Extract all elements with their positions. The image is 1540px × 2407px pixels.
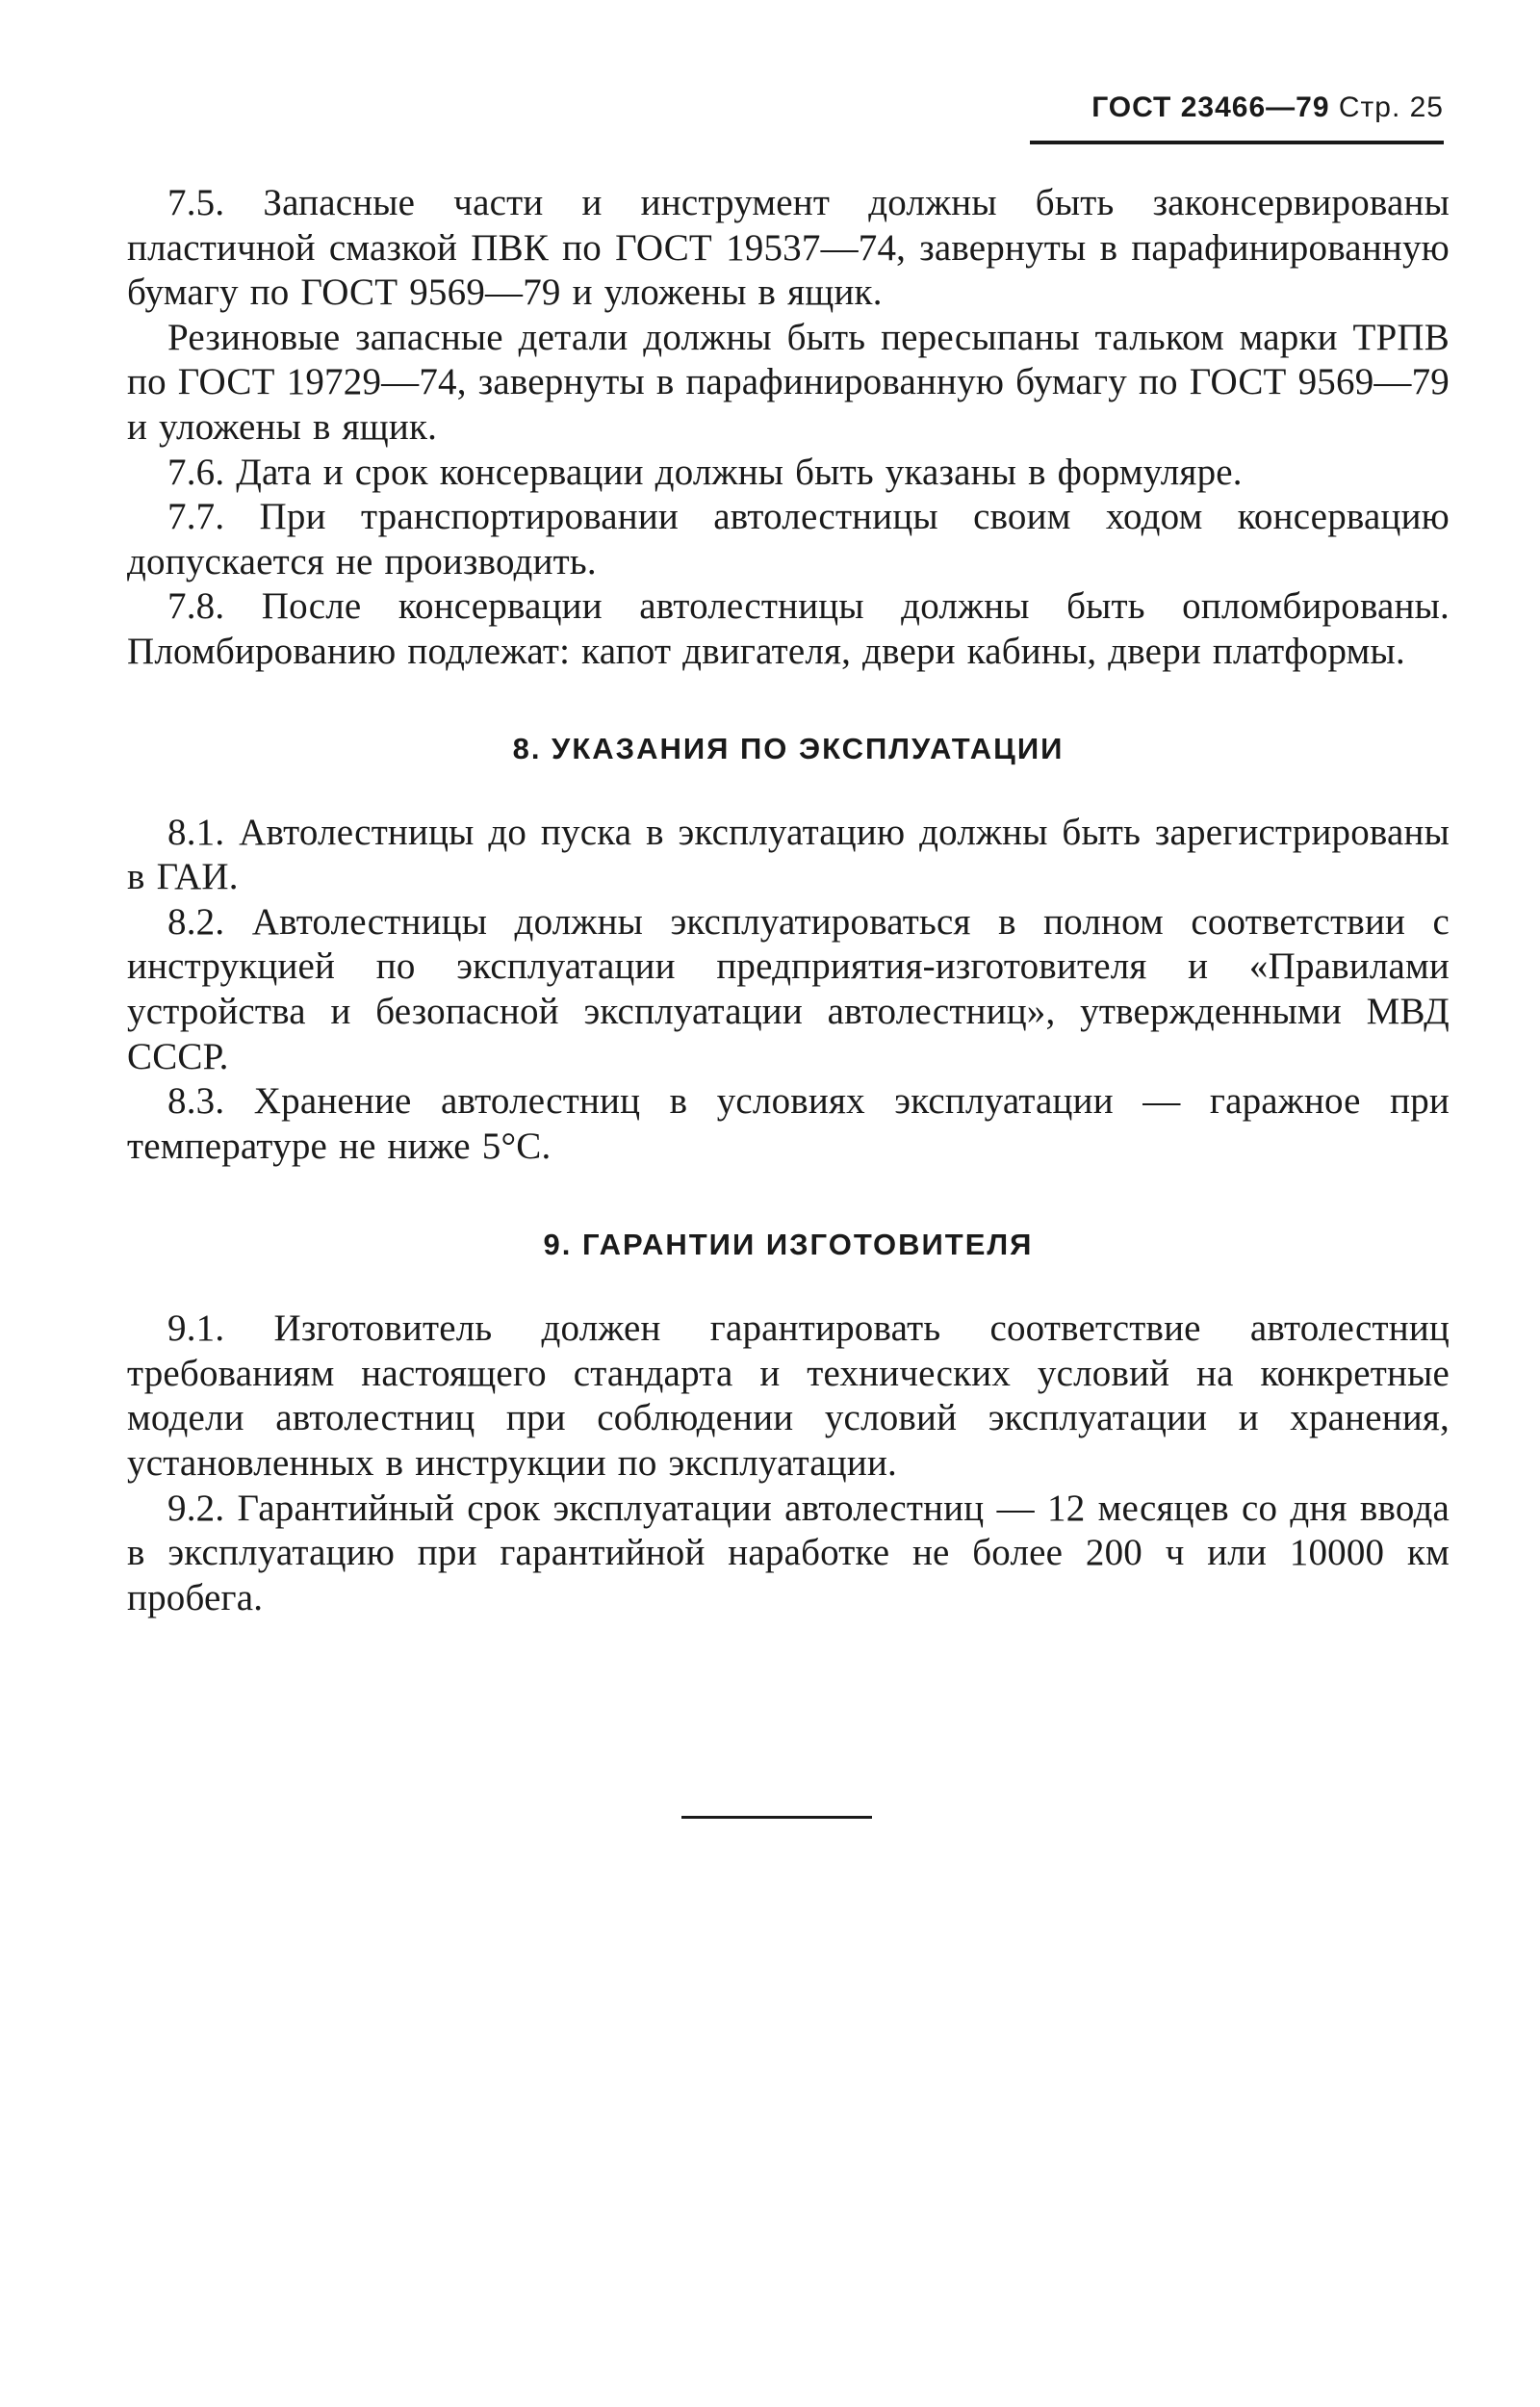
paragraph-8-3: 8.3. Хранение автолестниц в условиях эксплуатации — гаражное при температуре не ниже 5°С.	[127, 1080, 1450, 1167]
header-rule	[1030, 141, 1444, 144]
end-of-text-rule	[681, 1816, 872, 1819]
paragraph-9-2: 9.2. Гарантийный срок эксплуатации автолестниц — 12 месяцев со дня ввода в эксплуатацию при гарантийной наработке не более 200 ч или 10000 км пробега.	[127, 1487, 1450, 1618]
paragraph-7-8: 7.8. После консервации автолестницы должны быть опломбированы. Пломбированию подлежат: капот двигателя, двери кабины, двери платформы.	[127, 585, 1450, 672]
section-heading-8: 8. УКАЗАНИЯ ПО ЭКСПЛУАТАЦИИ	[512, 731, 1065, 765]
page-number: Стр. 25	[1338, 91, 1444, 123]
paragraph-9-1: 9.1. Изготовитель должен гарантировать соответствие автолестниц требованиям настоящего стандарта и технических условий на конкретные модели автолестниц при соблюдении условий эксплуатации и хранения, установленных в инструкции по эксплуатации.	[127, 1307, 1450, 1485]
paragraph-8-2: 8.2. Автолестницы должны эксплуатироваться в полном соответствии с инструкцией по эксплуатации предприятия-изготовителя и «Правилами устройства и безопасной эксплуатации автолестниц», утвержденными МВД СССР.	[127, 900, 1450, 1077]
paragraph-7-5-rubber-parts: Резиновые запасные детали должны быть пересыпаны тальком марки ТРПВ по ГОСТ 19729—74, завернуты в парафинированную бумагу по ГОСТ 9569—79 и уложены в ящик.	[127, 316, 1450, 448]
paragraph-7-7: 7.7. При транспортировании автолестницы своим ходом консервацию допускается не производить.	[127, 496, 1450, 582]
paragraph-7-6: 7.6. Дата и срок консервации должны быть указаны в формуляре.	[167, 451, 1243, 493]
running-header	[1030, 89, 1444, 127]
section-heading-9: 9. ГАРАНТИИ ИЗГОТОВИТЕЛЯ	[543, 1228, 1034, 1262]
paragraph-7-5: 7.5. Запасные части и инструмент должны быть законсервированы пластичной смазкой ПВК по ГОСТ 19537—74, завернуты в парафинированную бумагу по ГОСТ 9569—79 и уложены в ящик.	[127, 182, 1450, 314]
standard-number: ГОСТ 23466—79	[1091, 91, 1330, 123]
paragraph-8-1: 8.1. Автолестницы до пуска в эксплуатацию должны быть зарегистрированы в ГАИ.	[127, 811, 1450, 898]
document-body	[127, 181, 1450, 1620]
